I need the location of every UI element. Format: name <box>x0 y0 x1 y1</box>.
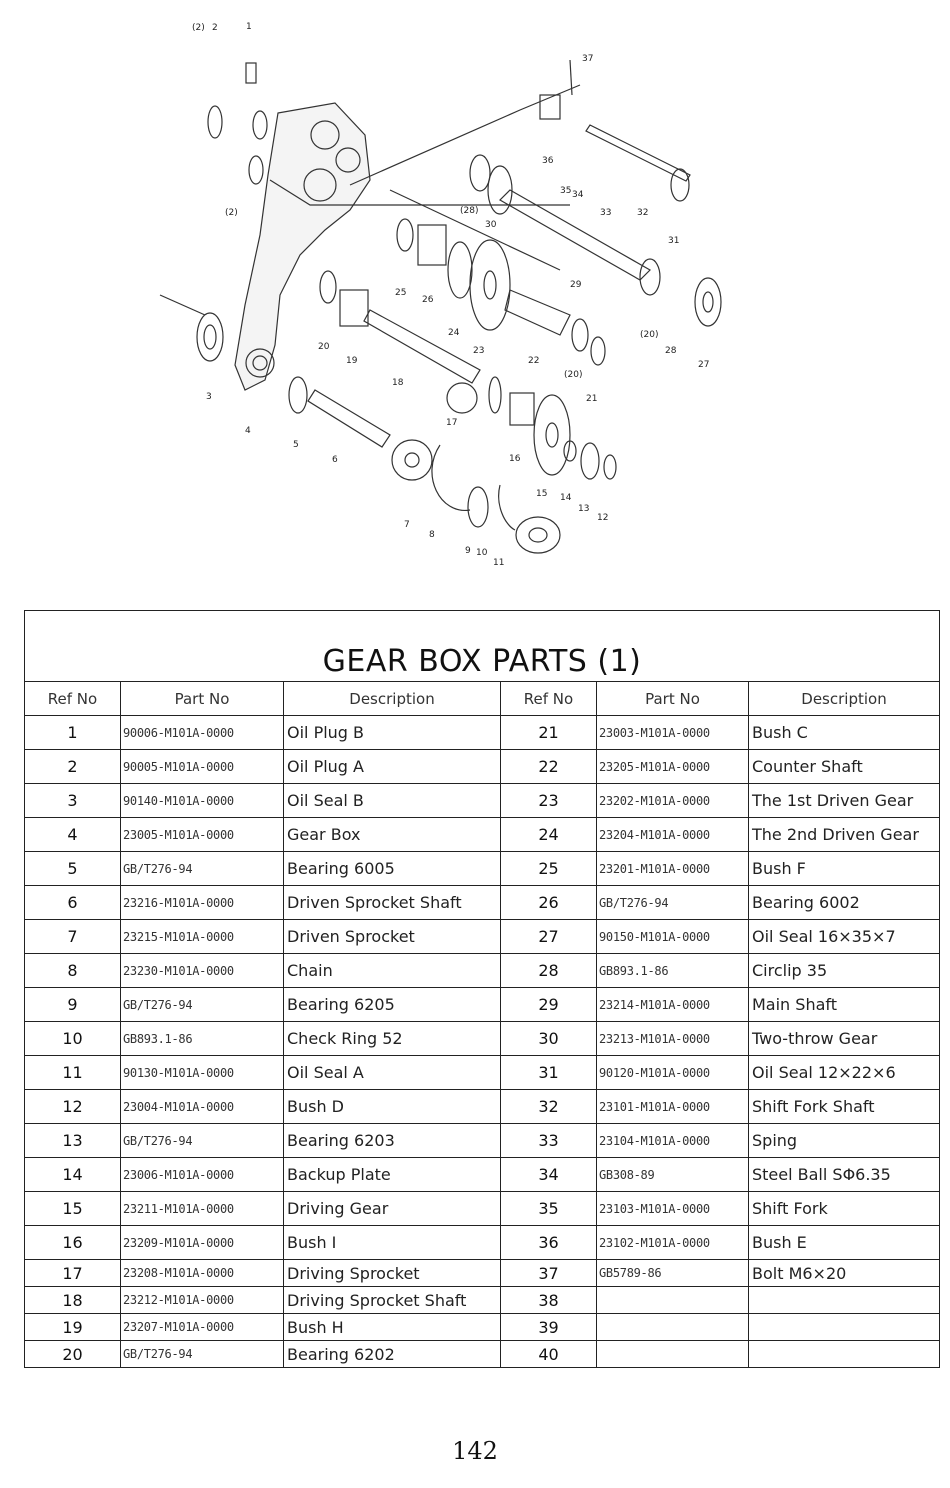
cell-pn1: 23004-M101A-0000 <box>121 1090 284 1124</box>
callout-label: 10 <box>476 548 488 558</box>
cell-pn1: 23209-M101A-0000 <box>121 1226 284 1260</box>
cell-desc2: Bush C <box>749 716 940 750</box>
cell-ref2: 38 <box>501 1287 597 1314</box>
cell-ref1: 3 <box>25 784 121 818</box>
callout-label: 35 <box>560 186 572 196</box>
cell-pn1: 23211-M101A-0000 <box>121 1192 284 1226</box>
cell-ref1: 8 <box>25 954 121 988</box>
cell-desc2: Bush F <box>749 852 940 886</box>
cell-ref1: 15 <box>25 1192 121 1226</box>
cell-ref2: 35 <box>501 1192 597 1226</box>
cell-pn2 <box>597 1341 749 1368</box>
cell-pn2: 90150-M101A-0000 <box>597 920 749 954</box>
cell-pn2: 23003-M101A-0000 <box>597 716 749 750</box>
callout-label: 14 <box>560 493 572 503</box>
cell-desc1: Bearing 6005 <box>284 852 501 886</box>
cell-desc1: Backup Plate <box>284 1158 501 1192</box>
cell-pn1: 23230-M101A-0000 <box>121 954 284 988</box>
callout-label: 20 <box>318 342 330 352</box>
callout-label: 23 <box>473 346 485 356</box>
cell-pn2 <box>597 1287 749 1314</box>
callout-label: 1 <box>246 22 252 32</box>
table-row <box>25 1022 940 1056</box>
callout-label: 4 <box>245 426 251 436</box>
cell-desc2: The 1st Driven Gear <box>749 784 940 818</box>
cell-pn2: 23102-M101A-0000 <box>597 1226 749 1260</box>
cell-ref2: 21 <box>501 716 597 750</box>
cell-desc1: Bush H <box>284 1314 501 1341</box>
page-number: 142 <box>452 1437 498 1465</box>
header-description: Description <box>284 682 501 716</box>
cell-ref1: 17 <box>25 1260 121 1287</box>
callout-label: 27 <box>698 360 710 370</box>
cell-desc2: Shift Fork Shaft <box>749 1090 940 1124</box>
cell-ref2: 33 <box>501 1124 597 1158</box>
cell-desc2: Bearing 6002 <box>749 886 940 920</box>
cell-desc2 <box>749 1287 940 1314</box>
callout-label: 24 <box>448 328 460 338</box>
cell-desc2 <box>749 1314 940 1341</box>
table-row <box>25 1192 940 1226</box>
table-row <box>25 852 940 886</box>
cell-pn1: GB/T276-94 <box>121 1341 284 1368</box>
callout-label: 7 <box>404 520 410 530</box>
cell-pn2: 23104-M101A-0000 <box>597 1124 749 1158</box>
cell-ref2: 37 <box>501 1260 597 1287</box>
cell-desc2: Oil Seal 12×22×6 <box>749 1056 940 1090</box>
table-row <box>25 1314 940 1341</box>
callout-label: (20) <box>640 330 659 340</box>
callout-label: 30 <box>485 220 497 230</box>
callout-label: (2) <box>192 23 205 33</box>
callout-label: 26 <box>422 295 434 305</box>
cell-ref2: 25 <box>501 852 597 886</box>
header-ref-no-2: Ref No <box>501 682 597 716</box>
cell-ref2: 24 <box>501 818 597 852</box>
cell-desc2: Oil Seal 16×35×7 <box>749 920 940 954</box>
cell-pn2: 23204-M101A-0000 <box>597 818 749 852</box>
cell-ref1: 11 <box>25 1056 121 1090</box>
cell-ref1: 7 <box>25 920 121 954</box>
cell-pn1: 23212-M101A-0000 <box>121 1287 284 1314</box>
cell-desc1: Bearing 6202 <box>284 1341 501 1368</box>
cell-desc2: Steel Ball SΦ6.35 <box>749 1158 940 1192</box>
table-header-row <box>25 682 940 716</box>
header-part-no: Part No <box>121 682 284 716</box>
cell-desc2 <box>749 1341 940 1368</box>
cell-pn2: 23213-M101A-0000 <box>597 1022 749 1056</box>
cell-desc1: Chain <box>284 954 501 988</box>
cell-ref1: 16 <box>25 1226 121 1260</box>
exploded-parts-diagram <box>150 15 750 575</box>
cell-pn1: 90140-M101A-0000 <box>121 784 284 818</box>
parts-table-container <box>24 610 939 1368</box>
cell-desc1: Bearing 6205 <box>284 988 501 1022</box>
cell-desc1: Driving Gear <box>284 1192 501 1226</box>
cell-ref1: 6 <box>25 886 121 920</box>
cell-ref2: 39 <box>501 1314 597 1341</box>
header-part-no-2: Part No <box>597 682 749 716</box>
cell-desc1: Oil Seal A <box>284 1056 501 1090</box>
table-row <box>25 1158 940 1192</box>
table-row <box>25 750 940 784</box>
cell-ref1: 12 <box>25 1090 121 1124</box>
callout-label: 25 <box>395 288 407 298</box>
cell-pn2: GB/T276-94 <box>597 886 749 920</box>
callout-label: 32 <box>637 208 649 218</box>
callout-label: 31 <box>668 236 680 246</box>
cell-ref2: 32 <box>501 1090 597 1124</box>
cell-desc1: Driving Sprocket <box>284 1260 501 1287</box>
callout-label: 2 <box>212 23 218 33</box>
cell-ref2: 40 <box>501 1341 597 1368</box>
cell-pn1: GB/T276-94 <box>121 852 284 886</box>
table-row <box>25 1226 940 1260</box>
cell-pn2: 23103-M101A-0000 <box>597 1192 749 1226</box>
cell-pn2: GB5789-86 <box>597 1260 749 1287</box>
cell-pn2: 90120-M101A-0000 <box>597 1056 749 1090</box>
callout-label: (2) <box>225 208 238 218</box>
cell-pn2: 23202-M101A-0000 <box>597 784 749 818</box>
callout-label: 19 <box>346 356 358 366</box>
cell-pn2: GB308-89 <box>597 1158 749 1192</box>
table-row <box>25 988 940 1022</box>
cell-desc1: Bush D <box>284 1090 501 1124</box>
callout-label: 3 <box>206 392 212 402</box>
callout-label: 29 <box>570 280 582 290</box>
cell-pn2: 23205-M101A-0000 <box>597 750 749 784</box>
gearbox-housing <box>235 103 370 390</box>
cell-pn1: 90006-M101A-0000 <box>121 716 284 750</box>
cell-ref2: 36 <box>501 1226 597 1260</box>
table-title: GEAR BOX PARTS (1) <box>25 611 940 682</box>
callout-label: 16 <box>509 454 521 464</box>
cell-ref1: 4 <box>25 818 121 852</box>
cell-desc1: Bearing 6203 <box>284 1124 501 1158</box>
callout-label: 6 <box>332 455 338 465</box>
cell-desc2: Bush E <box>749 1226 940 1260</box>
cell-ref2: 22 <box>501 750 597 784</box>
cell-ref2: 27 <box>501 920 597 954</box>
table-row <box>25 716 940 750</box>
cell-desc1: Driven Sprocket Shaft <box>284 886 501 920</box>
cell-desc2: Two-throw Gear <box>749 1022 940 1056</box>
cell-ref2: 26 <box>501 886 597 920</box>
callout-label: 9 <box>465 546 471 556</box>
callout-label: 37 <box>582 54 594 64</box>
table-row <box>25 1056 940 1090</box>
cell-pn1: GB/T276-94 <box>121 988 284 1022</box>
cell-pn2: 23214-M101A-0000 <box>597 988 749 1022</box>
header-ref-no: Ref No <box>25 682 121 716</box>
cell-ref1: 14 <box>25 1158 121 1192</box>
header-description-2: Description <box>749 682 940 716</box>
callout-label: 11 <box>493 558 505 568</box>
parts-table <box>24 610 940 1368</box>
cell-ref1: 10 <box>25 1022 121 1056</box>
callout-label: 17 <box>446 418 458 428</box>
cell-pn1: 23208-M101A-0000 <box>121 1260 284 1287</box>
cell-ref2: 30 <box>501 1022 597 1056</box>
table-row <box>25 1260 940 1287</box>
cell-pn1: 90005-M101A-0000 <box>121 750 284 784</box>
table-row <box>25 818 940 852</box>
cell-desc2: Shift Fork <box>749 1192 940 1226</box>
callout-label: 34 <box>572 190 584 200</box>
callout-label: 36 <box>542 156 554 166</box>
cell-ref1: 1 <box>25 716 121 750</box>
cell-desc2: The 2nd Driven Gear <box>749 818 940 852</box>
cell-pn1: 23006-M101A-0000 <box>121 1158 284 1192</box>
cell-ref2: 31 <box>501 1056 597 1090</box>
cell-pn1: 90130-M101A-0000 <box>121 1056 284 1090</box>
cell-desc1: Driven Sprocket <box>284 920 501 954</box>
callout-label: 12 <box>597 513 609 523</box>
cell-desc1: Bush I <box>284 1226 501 1260</box>
cell-desc1: Oil Plug A <box>284 750 501 784</box>
cell-ref1: 19 <box>25 1314 121 1341</box>
cell-ref1: 20 <box>25 1341 121 1368</box>
cell-pn2: 23201-M101A-0000 <box>597 852 749 886</box>
table-row <box>25 1124 940 1158</box>
callout-label: 5 <box>293 440 299 450</box>
cell-pn2: 23101-M101A-0000 <box>597 1090 749 1124</box>
cell-pn2: GB893.1-86 <box>597 954 749 988</box>
table-row <box>25 784 940 818</box>
cell-ref1: 9 <box>25 988 121 1022</box>
cell-ref2: 28 <box>501 954 597 988</box>
cell-pn1: 23216-M101A-0000 <box>121 886 284 920</box>
cell-desc1: Check Ring 52 <box>284 1022 501 1056</box>
cell-pn1: 23215-M101A-0000 <box>121 920 284 954</box>
cell-ref1: 2 <box>25 750 121 784</box>
diagram-drawing <box>150 15 750 575</box>
cell-ref2: 23 <box>501 784 597 818</box>
table-row <box>25 1287 940 1314</box>
cell-desc2: Bolt M6×20 <box>749 1260 940 1287</box>
cell-desc1: Oil Seal B <box>284 784 501 818</box>
callout-label: 21 <box>586 394 598 404</box>
callout-label: 33 <box>600 208 612 218</box>
cell-ref1: 13 <box>25 1124 121 1158</box>
cell-desc2: Main Shaft <box>749 988 940 1022</box>
cell-ref1: 5 <box>25 852 121 886</box>
cell-ref1: 18 <box>25 1287 121 1314</box>
table-row <box>25 920 940 954</box>
callout-label: 28 <box>665 346 677 356</box>
cell-ref2: 29 <box>501 988 597 1022</box>
cell-pn1: GB/T276-94 <box>121 1124 284 1158</box>
cell-desc2: Sping <box>749 1124 940 1158</box>
table-row <box>25 1090 940 1124</box>
cell-desc2: Circlip 35 <box>749 954 940 988</box>
table-row <box>25 886 940 920</box>
cell-ref2: 34 <box>501 1158 597 1192</box>
cell-pn1: GB893.1-86 <box>121 1022 284 1056</box>
cell-pn1: 23207-M101A-0000 <box>121 1314 284 1341</box>
callout-label: (20) <box>564 370 583 380</box>
callout-label: 22 <box>528 356 540 366</box>
callout-label: 8 <box>429 530 435 540</box>
cell-desc2: Counter Shaft <box>749 750 940 784</box>
cell-pn1: 23005-M101A-0000 <box>121 818 284 852</box>
cell-pn2 <box>597 1314 749 1341</box>
cell-desc1: Oil Plug B <box>284 716 501 750</box>
table-row <box>25 954 940 988</box>
callout-label: 15 <box>536 489 548 499</box>
callout-label: 18 <box>392 378 404 388</box>
callout-label: (28) <box>460 206 479 216</box>
cell-desc1: Driving Sprocket Shaft <box>284 1287 501 1314</box>
callout-label: 13 <box>578 504 590 514</box>
table-row <box>25 1341 940 1368</box>
cell-desc1: Gear Box <box>284 818 501 852</box>
